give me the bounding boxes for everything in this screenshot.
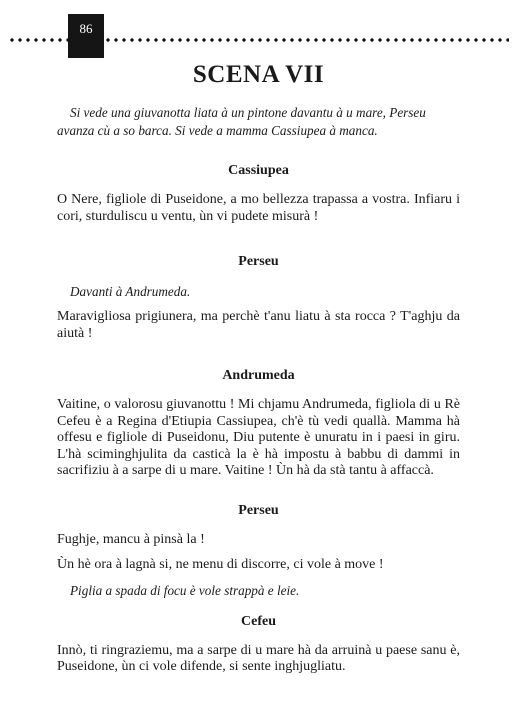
- dialogue-line: Innò, ti ringraziemu, ma a sarpe di u mare hà da arruinà u paese sanu è, Puseidone, ùn ci vole difende, si sente inghjugliatu.: [57, 642, 460, 674]
- speaker-name: Andrumeda: [222, 368, 295, 383]
- scene-title: SCENA VII: [192, 61, 325, 88]
- speaker-name: Cassiupea: [228, 163, 289, 178]
- speaker-name: Perseu: [238, 502, 279, 518]
- speaker-name: Perseu: [238, 254, 279, 269]
- stage-direction: Davanti à Andrumeda.: [70, 284, 191, 299]
- page-number-badge: [68, 14, 104, 58]
- dialogue-line: Maravigliosa prigiunera, ma perchè t'anu liatu à sta rocca ? T'aghju da aiutà !: [57, 309, 460, 341]
- scene-intro: Si vede una giuvanotta liata à un pintone davantu à u mare, Perseu avanza cù a so barca. Si vede a mamma Cassiupea à manca.: [57, 105, 426, 138]
- dialogue-line: Fughje, mancu à pinsà la !: [57, 531, 205, 547]
- speaker-name: Cefeu: [241, 613, 276, 629]
- dialogue-line: O Nere, figliole di Puseidone, a mo bellezza trapassa a vostra. Infiaru i cori, sturduliscu u ventu, ùn vi pudete misurà !: [57, 192, 460, 224]
- stage-direction: Piglia a spada di focu è vole strappà e leie.: [70, 582, 300, 598]
- dialogue-line: Vaitine, o valorosu giuvanottu ! Mi chjamu Andrumeda, figliola di u Rè Cefeu è a Regina d'Etiupia Cassiupea, ch'è tù vedi quallà. Mamma hà offesu e figliole di Puseidonu, Diu putente è unuratu in i paesi in giru. L'hà sciminghjulita da casticà la è hà impostu à babbu di dammi in sacrifiziu à a sarpe di u mare. Vaitine ! Ùn hà da stà tantu à affaccà.: [57, 397, 460, 478]
- scene-content: [57, 58, 460, 676]
- page-number: 86: [79, 21, 93, 36]
- dialogue-line: Ùn hè ora à lagnà si, ne menu di discorre, ci vole à move !: [57, 557, 384, 572]
